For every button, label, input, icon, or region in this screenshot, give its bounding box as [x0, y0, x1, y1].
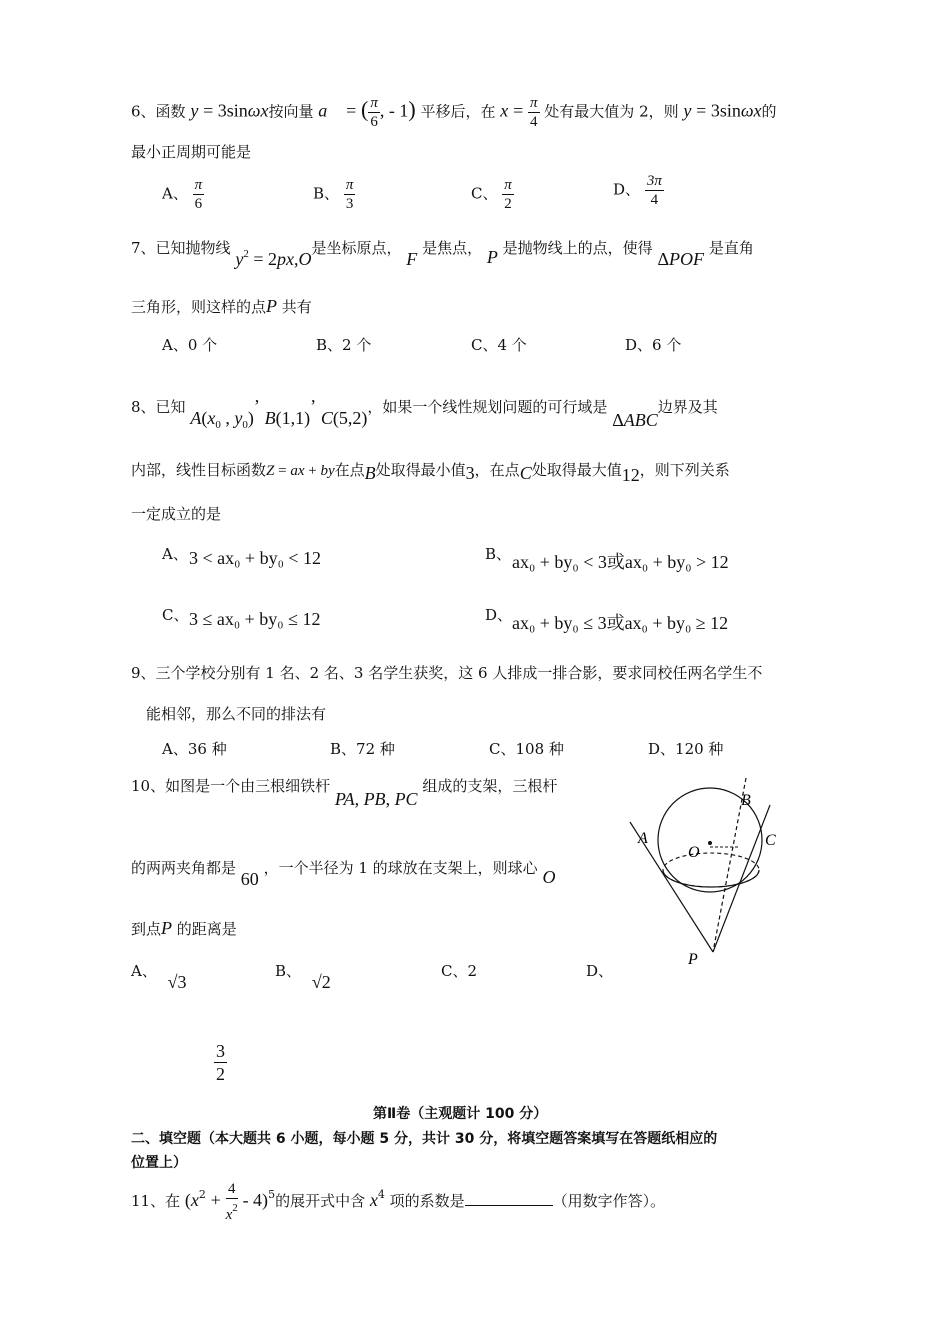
q10-line2: 的两两夹角都是 60 ，一个半径为 1 的球放在支架上，则球心 O: [131, 859, 556, 889]
q11-text-d: （用数字作答）。: [552, 1192, 666, 1210]
q8-line3: 一定成立的是: [131, 505, 222, 523]
q6-text-b: 按向量: [268, 102, 314, 121]
q10-option-a: [131, 960, 187, 992]
q6-number: 6、: [131, 102, 156, 121]
q7-text-b: 是坐标原点，: [311, 239, 402, 257]
d-denominator: 2: [216, 1064, 225, 1084]
q7-text-e: 是直角: [708, 239, 754, 257]
q6-text-e: 的: [761, 102, 777, 121]
q10-line2-a: 的两两夹角都是: [131, 859, 237, 877]
q8-line1: 8、已知 $A(x_0$ , $y_0$)’ B(1,1)’ C(5,2)，如果一个线性规划问题的可行域是 ΔABC边界及其: [131, 396, 718, 431]
q8-line2-c: 处取得最小值: [375, 461, 466, 479]
option-num: π: [345, 177, 354, 193]
option-value: √2: [311, 972, 331, 992]
sphere-tripod-figure: [620, 775, 790, 970]
q7-line2: 三角形，则这样的点P 共有: [131, 296, 312, 316]
q6-option-b: [313, 176, 355, 213]
option-num: π: [504, 177, 512, 193]
q6-line1: 6、函数 y = 3sinωx按向量 a⃗ = ( $\frac{\pi}{6}$ , - 1) 平移后，在 x = $\frac{\pi}{4}$ 处有最大值为 2，则 y = 3sinωx的: [131, 95, 777, 130]
option-label: B、: [313, 184, 340, 203]
q7-line2-b: 共有: [281, 298, 312, 316]
q10-option-c: C、2: [441, 962, 478, 980]
q8-text-c: 边界及其: [657, 398, 718, 416]
option-den: 6: [194, 196, 203, 212]
q8-line2-a: 内部，线性目标函数: [131, 461, 267, 479]
q8-option-d-expr: ax₀ + by₀ ≤ 3或ax₀ + by₀ ≥ 12: [512, 613, 729, 633]
fill-heading-line2: 位置上）: [131, 1155, 187, 1171]
q8-line2-b: 在点: [334, 461, 365, 479]
q8-option-a-label: A、: [162, 545, 188, 563]
q10-text-a: 如图是一个由三根细铁杆: [165, 777, 331, 795]
label-a: A: [638, 830, 648, 847]
option-label: D、: [613, 180, 641, 199]
option-den: 3: [345, 196, 354, 212]
q7-line2-a: 三角形，则这样的点: [131, 298, 267, 316]
q7-option-c: C、4 个: [471, 336, 527, 354]
q6-text-d: 处有最大值为 2，则: [544, 102, 679, 121]
q6-line2: 最小正周期可能是: [131, 143, 252, 161]
fill-heading-line1: 二、填空题（本大题共 6 小题，每小题 5 分，共计 30 分，将填空题答案填写在答题纸相应的: [131, 1131, 718, 1147]
q7-text-d: 是抛物线上的点，使得: [502, 239, 653, 257]
center-dot: [708, 841, 712, 845]
q8-option-b-label: B、: [485, 545, 512, 563]
q11-text-c: 项的系数是: [389, 1192, 465, 1210]
q11-answer-blank[interactable]: [465, 1191, 553, 1206]
q10-line3-b: 的距离是: [176, 920, 237, 938]
option-num: π: [194, 177, 203, 193]
rod-pc: [713, 805, 770, 952]
option-label: A、: [162, 184, 188, 203]
q9-option-b: B、72 种: [330, 740, 395, 758]
label-b: B: [741, 792, 751, 809]
q10-text-b: 组成的支架，三根杆: [422, 777, 558, 795]
q9-line2: 能相邻，那么不同的排法有: [146, 705, 327, 723]
q7-option-a: A、0 个: [162, 336, 218, 354]
q6-text-c: 平移后，在: [420, 102, 496, 121]
q8-line2: 内部，线性目标函数Z = ax + by在点B处取得最小值3，在点C处取得最大值12，则下列关系: [131, 461, 730, 485]
option-den: 2: [504, 196, 512, 212]
section-title: 第Ⅱ卷（主观题计 100 分）: [373, 1106, 548, 1122]
option-num: 3π: [646, 173, 662, 189]
q9-option-c: C、108 种: [489, 740, 564, 758]
label-c: C: [765, 832, 776, 849]
q7-line1: 7、已知抛物线 $y^2 = 2px,O$是坐标原点， F 是焦点， P 是抛物线上的点，使得 ΔPOF 是直角: [131, 239, 754, 269]
q10-option-b: [275, 960, 331, 992]
q11-number: 11、: [131, 1192, 166, 1210]
q10-line1: 10、如图是一个由三根细铁杆 PA, PB, PC 组成的支架，三根杆: [131, 777, 558, 809]
q8-number: 8、: [131, 398, 156, 416]
option-den: 4: [650, 192, 659, 208]
q7-text-a: 已知抛物线: [155, 239, 231, 257]
option-label: B、: [275, 962, 302, 980]
q8-text-b: ，如果一个线性规划问题的可行域是: [367, 398, 608, 416]
label-p: P: [688, 951, 698, 968]
q8-text-a: 已知: [155, 398, 186, 416]
q8-option-a-expr: 3 < ax₀ + by₀ < 12: [189, 548, 321, 568]
option-label: C、: [471, 184, 498, 203]
q10-line3-a: 到点: [131, 920, 162, 938]
q9-option-d: D、120 种: [648, 740, 724, 758]
q6-option-a: [162, 176, 204, 213]
option-label: A、: [131, 962, 157, 980]
q10-option-d-value: [214, 1040, 227, 1085]
q8-line2-d: ，在点: [474, 461, 520, 479]
q9-option-a: A、36 种: [162, 740, 227, 758]
q7-text-c: 是焦点，: [422, 239, 483, 257]
q6-option-c: [471, 176, 514, 213]
q11-line: 11、在 ($x^2$ + $\frac{4}{x^2}$ - 4)$^5$的展开式中含 $x^4$ 项的系数是 （用数字作答）。: [131, 1181, 666, 1223]
q10-option-d: D、: [586, 962, 614, 980]
q11-text-b: 的展开式中含: [275, 1192, 366, 1210]
q9-line1: 9、三个学校分别有 1 名、2 名、3 名学生获奖，这 6 人排成一排合影，要求同校任两名学生不: [131, 664, 763, 682]
q7-option-d: D、6 个: [625, 336, 682, 354]
q8-line2-e: 处取得最大值: [531, 461, 622, 479]
q6-text-a: 函数: [155, 102, 186, 121]
q10-angle: 60: [240, 869, 259, 889]
q8-option-c-expr: 3 ≤ ax₀ + by₀ ≤ 12: [189, 609, 321, 629]
label-o: O: [688, 844, 700, 861]
q11-text-a: 在: [165, 1192, 181, 1210]
q7-option-b: B、2 个: [316, 336, 372, 354]
q6-option-d: [613, 172, 664, 209]
q7-number: 7、: [131, 239, 156, 257]
q8-option-d-label: D、: [485, 606, 513, 624]
q10-line2-b: ，一个半径为 1 的球放在支架上，则球心: [263, 859, 538, 877]
q10-line3: 到点P 的距离是: [131, 918, 237, 938]
q10-number: 10、: [131, 777, 166, 795]
q8-line2-f: ，则下列关系: [639, 461, 730, 479]
d-numerator: 3: [216, 1041, 225, 1061]
option-value: √3: [167, 972, 187, 992]
q8-option-b-expr: ax₀ + by₀ < 3或ax₀ + by₀ > 12: [512, 552, 729, 572]
q8-option-c-label: C、: [162, 606, 189, 624]
